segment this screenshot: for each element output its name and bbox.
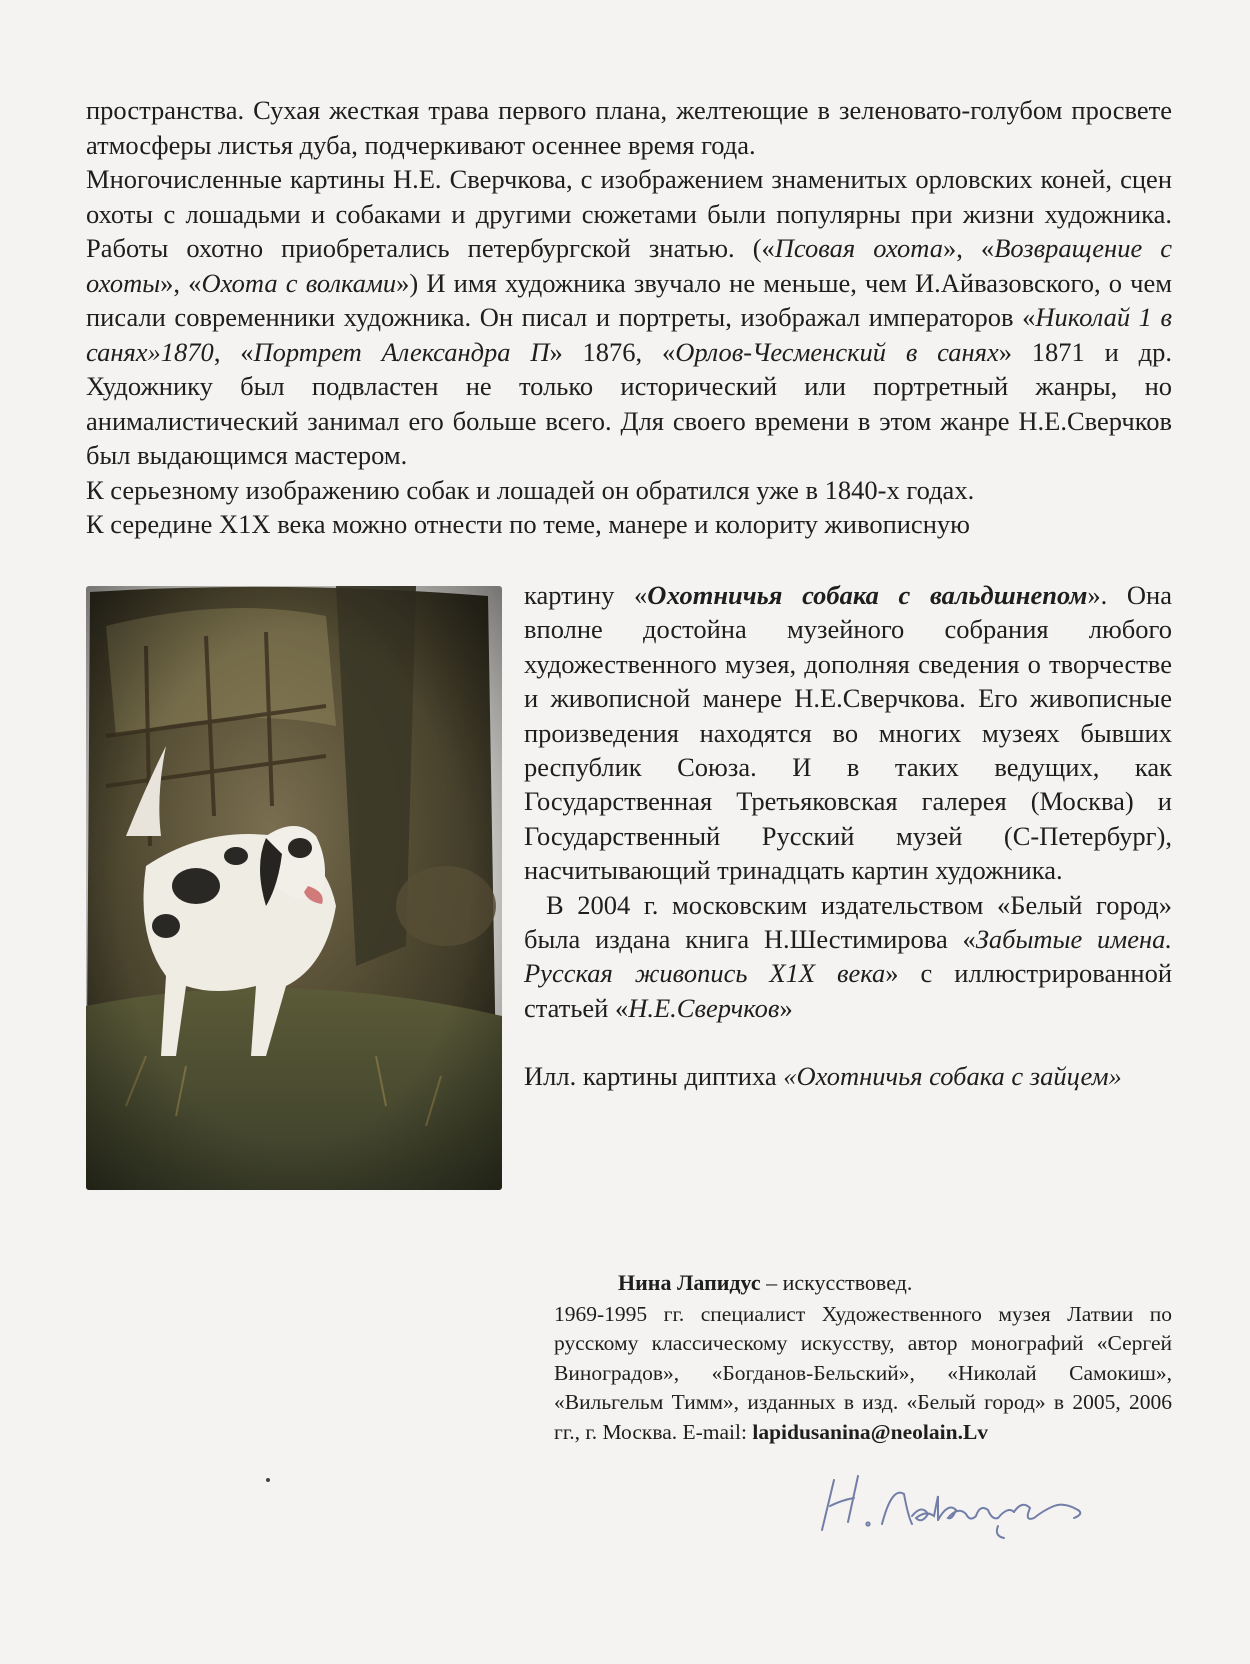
handwritten-signature xyxy=(808,1466,1108,1542)
title-zabytye-imena: Забытые имена. Русская живопись Х1Х века xyxy=(524,924,1172,989)
main-text xyxy=(86,93,1172,542)
caption-title: «Охотничья собака с зайцем» xyxy=(783,1061,1122,1092)
dog-painting-illustration xyxy=(86,586,502,1190)
title-psovaya-ohota: Псовая охота xyxy=(774,233,943,263)
paragraph-2: Многочисленные картины Н.Е. Сверчкова, с изображением знаменитых орловских коней, сцен охоты с лошадьми и собаками и другими сюжетами были популярны при жизни художника. Работы охотно приобретались петербургской знатью. («Псовая охота», «Возвращение с охоты», «Охота с волками») И имя художника звучало не меньше, чем И.Айвазовского, о чем писали современники художника. Он писал и портреты, изображал императоров «Николай 1 в санях»1870, «Портрет Александра П» 1876, «Орлов-Чесменский в санях» 1871 и др. Художнику был подвластен не только исторический или портретный жанры, но анималистический занимал его больше всего. Для своего времени в этом жанре Н.Е.Сверчков был выдающимся мастером. xyxy=(86,164,1173,470)
paragraph-1: пространства. Сухая жесткая трава первого плана, желтеющие в зеленовато-голубом просвете атмосферы листья дуба, подчеркивают осеннее время года. xyxy=(86,95,1172,160)
title-orlov-chesmenskii: Орлов-Чесменский в санях xyxy=(675,336,999,367)
title-ohota-s-volkami: Охота с волками xyxy=(201,267,397,298)
author-info xyxy=(554,1268,1172,1447)
illustration-caption: Илл. картины диптиха «Охотничья собака с зайцем» xyxy=(524,1061,1122,1092)
title-sverchkov-article: Н.Е.Сверчков xyxy=(628,992,780,1023)
title-portret-aleksandra: Портрет Александра П xyxy=(253,336,550,367)
right-paragraph-1: картину «Охотничья собака с вальдшнепом». Она вполне достойна музейного собрания любого художественного музея, дополняя сведения о творчестве и живописной манере Н.Е.Сверчкова. Его живописные произведения находятся во многих музеях бывших республик Союза. И в таких ведущих, как Государственная Третьяковская галерея (Москва) и Государственный Русский музей (С-Петербург), насчитывающий тринадцать картин художника. xyxy=(524,580,1172,886)
signature-icon xyxy=(808,1466,1108,1542)
paragraph-3: К серьезному изображению собак и лошадей он обратился уже в 1840-х годах. xyxy=(86,474,975,505)
author-role: – искусствовед. xyxy=(760,1270,913,1295)
scan-speck xyxy=(266,1478,270,1482)
painting-hunting-dog-image xyxy=(86,586,502,1190)
author-bio: 1969-1995 гг. специалист Художественного музея Латвии по русскому классическому искусству, автор монографий «Сергей Виноградов», «Богданов-Бельский», «Николай Самокиш», «Вильгельм Тимм», изданных в изд. «Белый город» в 2005, 2006 гг., г. Москва. E-mail: lapidusanina@neolain.Lv xyxy=(554,1301,1172,1444)
author-email: lapidusanina@neolain.Lv xyxy=(752,1419,989,1444)
title-ohotnichya-sobaka-valdshnep: Охотничья собака с вальдшнепом xyxy=(647,580,1088,610)
author-name-line xyxy=(554,1268,1172,1298)
paragraph-4: К середине Х1Х века можно отнести по теме, манере и колориту живописную xyxy=(86,509,970,539)
right-paragraph-2: В 2004 г. московским издательством «Белый город» была издана книга Н.Шестимирова «Забытые имена. Русская живопись Х1Х века» с иллюстрированной статьей «Н.Е.Сверчков» xyxy=(524,889,1173,1023)
author-name: Нина Лапидус xyxy=(618,1270,761,1295)
title-nikolai: Николай 1 в санях»1870 xyxy=(86,302,1173,367)
right-column-text xyxy=(524,578,1172,1094)
title-vozvrashchenie: Возвращение с охоты xyxy=(86,233,1173,298)
